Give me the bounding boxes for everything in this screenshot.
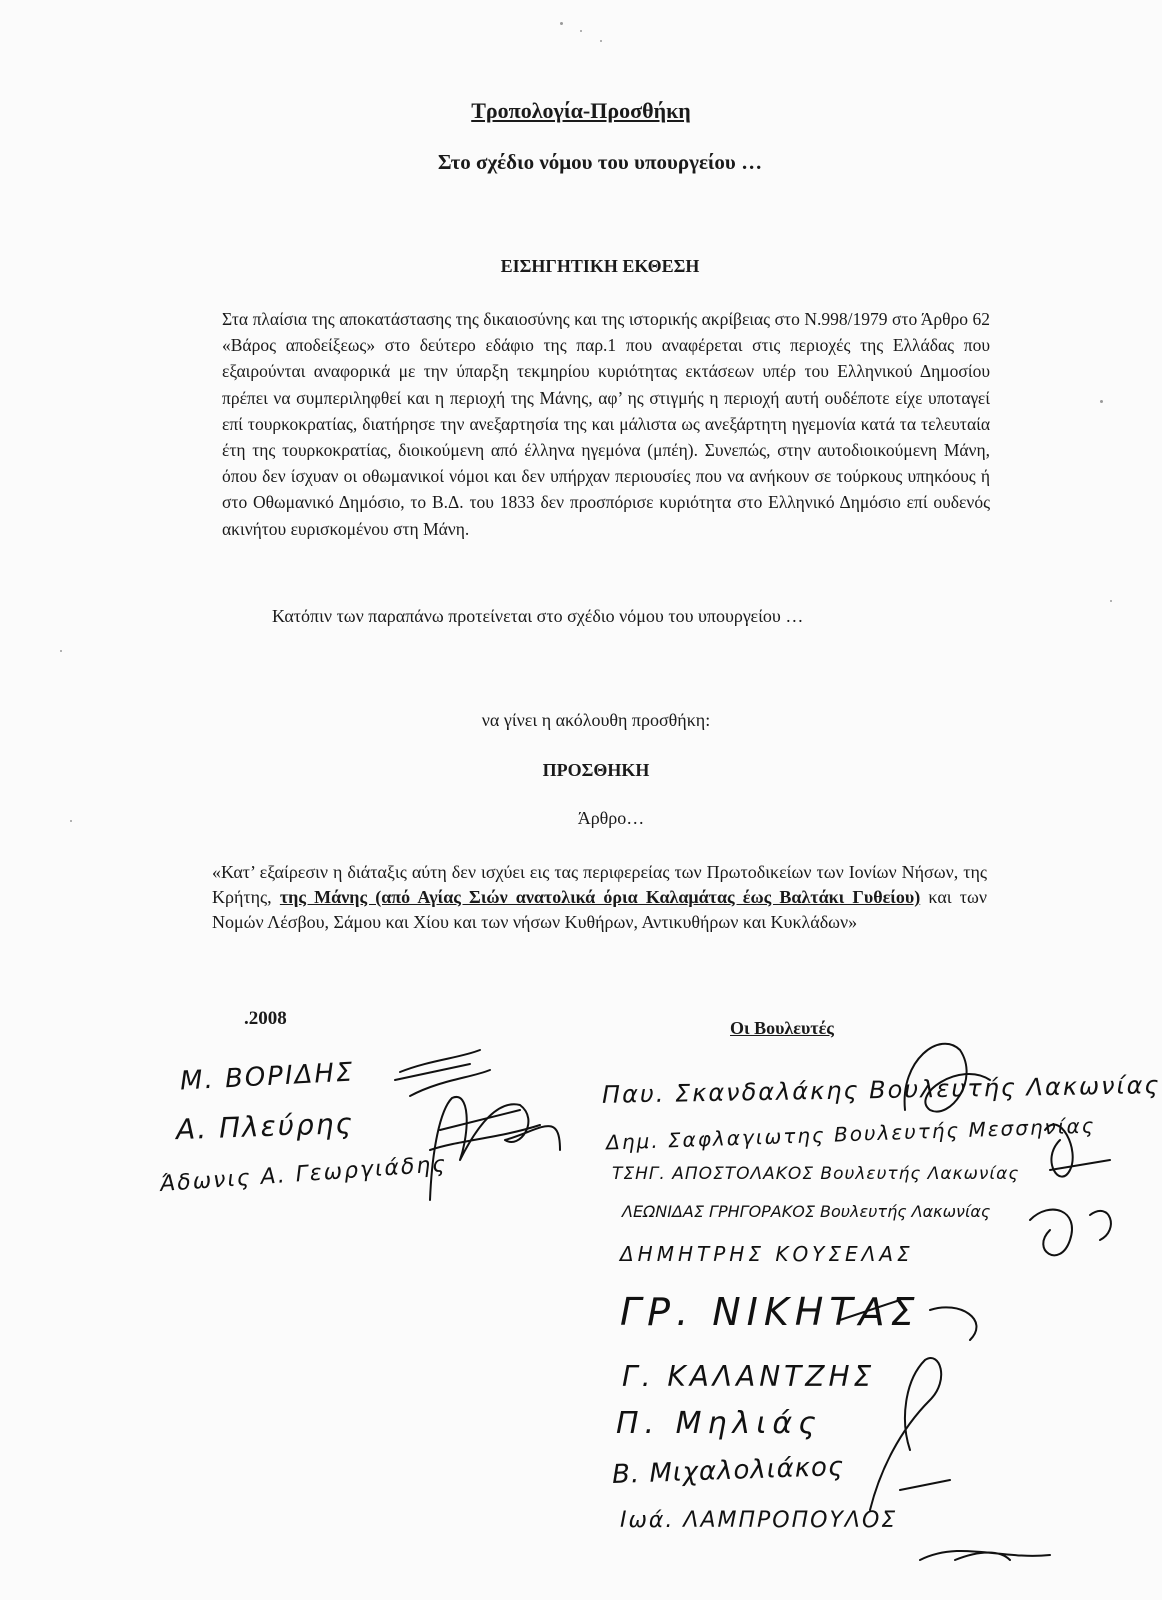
scan-noise (600, 40, 602, 42)
scribble-left-c (430, 1110, 540, 1150)
signature-right-9: Β. Μιχαλολιάκος (611, 1451, 845, 1491)
signature-right-8: Π. Μηλιάς (616, 1406, 822, 1441)
scribble-right-c (1030, 1210, 1111, 1256)
signature-right-1: Παυ. Σκανδαλάκης Βουλευτής Λακωνίας (601, 1071, 1161, 1109)
signature-right-5: ΔΗΜΗΤΡΗΣ ΚΟΥΣΕΛΑΣ (620, 1242, 914, 1266)
signature-right-7: Γ. ΚΑΛΑΝΤΖΗΣ (622, 1360, 876, 1393)
signature-right-2: Δημ. Σαφλαγιωτης Βουλευτής Μεσσηνίας (605, 1113, 1096, 1155)
signature-right-10: Ιωά. ΛΑΜΠΡΟΠΟΥΛΟΣ (620, 1508, 898, 1533)
signatories-heading: Οι Βουλευτές (730, 1018, 834, 1038)
signature-right-3: ΤΣΗΓ. ΑΠΟΣΤΟΛΑΚΟΣ Βουλευτής Λακωνίας (612, 1164, 1020, 1184)
quote-end: και των Νομών Λέσβου, Σάμου και Χίου και των νήσων Κυθήρων, Αντικυθήρων και Κυκλάδων» (212, 887, 988, 932)
scribble-right-f (920, 1551, 1050, 1560)
document-date: .2008 (244, 1008, 287, 1029)
scan-noise (580, 30, 582, 32)
addition-intro: να γίνει η ακόλουθη προσθήκη: (481, 710, 711, 730)
document-subtitle: Στο σχέδιο νόμου του υπουργείου … (437, 150, 763, 174)
proposal-text: Κατόπιν των παραπάνω προτείνεται στο σχέδιο νόμου του υπουργείου … (272, 606, 804, 626)
scribble-right-b (1045, 1125, 1110, 1177)
scribble-right-d (840, 1300, 976, 1340)
scan-noise (560, 22, 563, 25)
signature-right-6: ΓΡ. ΝΙΚΗΤΑΣ (620, 1290, 921, 1334)
document-title: Τροπολογία-Προσθήκη (471, 98, 691, 123)
scribble-left-b (430, 1097, 560, 1200)
signature-left-3: Άδωνις Α. Γεωργιάδης (159, 1152, 448, 1197)
scan-noise (1110, 600, 1112, 602)
report-heading: ΕΙΣΗΓΗΤΙΚΗ ΕΚΘΕΣΗ (500, 256, 700, 276)
signature-left-2: Α. Πλεύρης (175, 1106, 355, 1147)
scribble-right-a (905, 1044, 990, 1112)
quote-emphasis: της Μάνης (από Αγίας Σιών ανατολικά όρια Καλαμάτας έως Βαλτάκι Γυθείου) (279, 887, 921, 907)
scan-noise (1100, 400, 1103, 403)
scribble-right-e (870, 1358, 950, 1510)
quote-start: «Κατ’ εξαίρεσιν η διάταξις αύτη δεν ισχύει εις τας περιφερείας των Πρωτοδικείων των Ιονίων Νήσων, της Κρήτης, (212, 862, 987, 907)
addition-heading: ΠΡΟΣΘΗΚΗ (542, 760, 650, 780)
scan-noise (70, 820, 72, 822)
scan-noise (60, 650, 62, 652)
report-body: Στα πλαίσια της αποκατάστασης της δικαιοσύνης και της ιστορικής ακρίβειας στο Ν.998/1979 στο Άρθρο 62 «Βάρος αποδείξεως» στο δεύτερο εδάφιο της παρ.1 που αναφέρεται στις περιοχές της Ελλάδας που εξαιρούνται αναφορικά με την ύπαρξη τεκμηρίου κυριότητας εκτάσεων υπέρ του Ελληνικού Δημοσίου πρέπει να συμπεριληφθεί και η περιοχή της Μάνης, αφ’ ης στιγμής η περιοχή αυτή ουδέποτε είχε υποταγεί επί τουρκοκρατίας, διατήρησε την ανεξαρτησία της και μάλιστα ως ανεξάρτητη ηγεμονία κατά τα τελευταία έτη της τουρκοκρατίας, διοικούμενη από έλληνα ηγεμόνα (μπέη). Συνεπώς, στην αυτοδιοικούμενη Μάνη, όπου δεν ίσχυαν οι οθωμανικοί νόμοι και δεν υπήρχαν περιουσίες που να ανήκουν σε τούρκους υπηκόους ή στο Οθωμανικό Δημόσιο, το Β.Δ. του 1833 δεν προσπόρισε κυριότητα στο Ελληνικό Δημόσιο επί ουδενός ακινήτου ευρισκομένου στη Μάνη. (222, 309, 990, 539)
signature-right-4: ΛΕΩΝΙΔΑΣ ΓΡΗΓΟΡΑΚΟΣ Βουλευτής Λακωνίας (622, 1202, 991, 1221)
article-label: Άρθρο… (577, 808, 645, 828)
signature-left-1: Μ. ΒΟΡΙΔΗΣ (179, 1057, 356, 1097)
scribble-left-a (395, 1050, 490, 1096)
